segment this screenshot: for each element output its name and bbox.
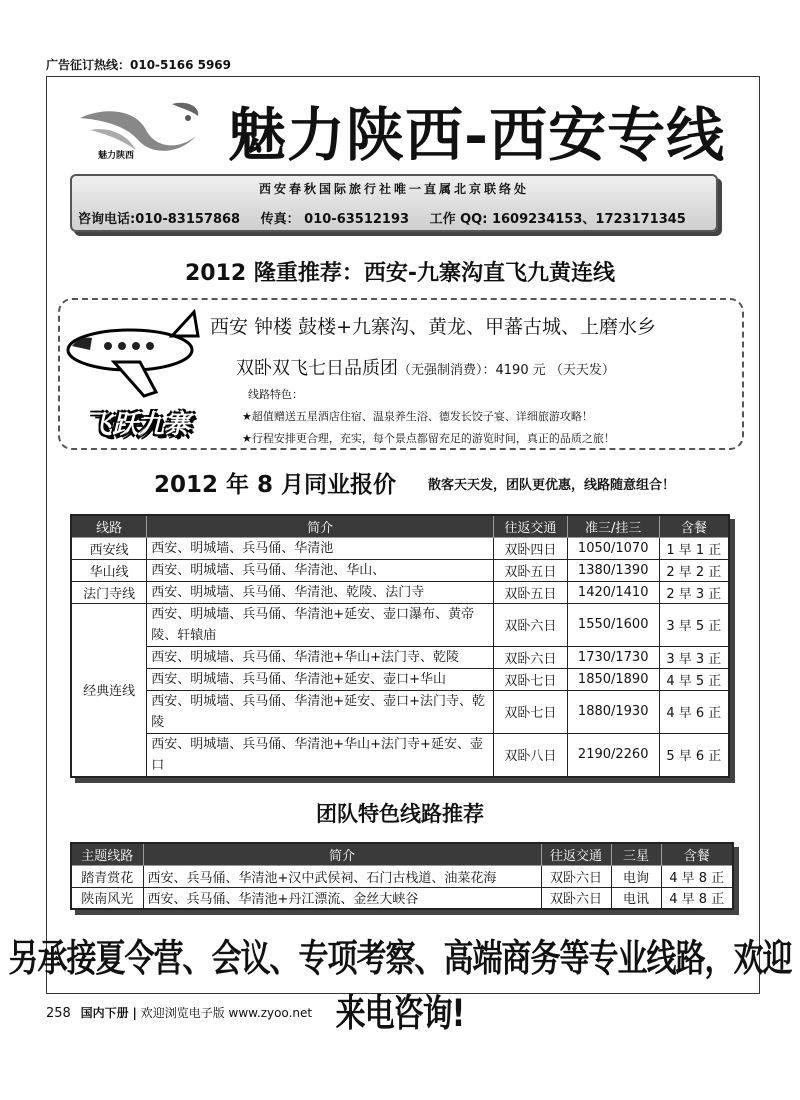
route-desc: 西安、明城墙、兵马俑、华清池+华山+法门寺+延安、壶口 (147, 733, 494, 777)
main-title: 魅力陕西-西安专线 (228, 101, 726, 169)
group-route-table (70, 842, 734, 910)
column-header: 线路 (71, 515, 147, 537)
route-price: 1880/1930 (567, 690, 659, 733)
route-meals: 1 早 1 正 (659, 537, 729, 559)
footer-divider: | (132, 1006, 137, 1020)
agency-name: 西安春秋国际旅行社唯一直属北京联络处 (258, 182, 529, 196)
route-price: 1050/1070 (567, 537, 659, 559)
column-header: 三星 (611, 843, 661, 865)
route-transport: 双卧五日 (493, 581, 567, 603)
route-desc: 西安、明城墙、兵马俑、华清池+延安、壶口+华山 (147, 668, 494, 690)
table-row (71, 581, 729, 603)
theme-desc: 西安、兵马俑、华清池+汉中武侯祠、石门古栈道、油菜花海 (143, 865, 541, 887)
route-destinations: 西安 钟楼 鼓楼+九寨沟、黄龙、甲蕃古城、上磨水乡 (210, 316, 657, 338)
route-desc: 西安、明城墙、兵马俑、华清池 (147, 537, 494, 559)
group-title: 团队特色线路推荐 (316, 802, 484, 826)
route-transport: 双卧五日 (493, 559, 567, 581)
table-row (71, 646, 729, 668)
route-desc: 西安、明城墙、兵马俑、华清池、乾陵、法门寺 (147, 581, 494, 603)
route-name: 西安线 (71, 537, 147, 559)
column-header: 含餐 (659, 515, 729, 537)
route-desc: 西安、明城墙、兵马俑、华清池+延安、壶口+法门寺、乾陵 (147, 690, 494, 733)
table-row (71, 733, 729, 777)
column-header: 简介 (143, 843, 541, 865)
theme-star: 电讯 (611, 887, 661, 909)
table-row (71, 690, 729, 733)
footer-link[interactable]: 欢迎浏览电子版 www.zyoo.net (140, 1006, 313, 1020)
feiyue-jiuzhai-art: 飞跃九寨 (86, 410, 191, 440)
slogan: 另承接夏令营、会议、专项考察、高端商务等专业线路，欢迎来电咨询! (8, 937, 792, 1036)
route-price: 2190/2260 (567, 733, 659, 777)
phone-number: 咨询电话:010-83157868 (78, 212, 241, 227)
table-row (71, 537, 729, 559)
route-price: 1730/1730 (567, 646, 659, 668)
table-row (71, 887, 733, 909)
table-row (71, 865, 733, 887)
column-header: 往返交通 (493, 515, 567, 537)
route-meals: 4 早 5 正 (659, 668, 729, 690)
table-row (71, 603, 729, 646)
table-header-row (71, 515, 729, 537)
theme-name: 踏青赏花 (71, 865, 143, 887)
contact-line (78, 208, 718, 227)
footer-section: 国内下册 (80, 1006, 129, 1020)
theme-transport: 双卧六日 (541, 887, 611, 909)
route-price: 1420/1410 (567, 581, 659, 603)
theme-star: 电询 (611, 865, 661, 887)
route-meals: 3 早 3 正 (659, 646, 729, 668)
price-table (70, 514, 730, 778)
route-meals: 4 早 6 正 (659, 690, 729, 733)
column-header: 往返交通 (541, 843, 611, 865)
ad-hotline: 广告征订热线：010-5166 5969 (46, 58, 232, 72)
fax-number: 传真： 010-63512193 (260, 212, 410, 227)
route-desc: 西安、明城墙、兵马俑、华清池、华山、 (147, 559, 494, 581)
qq-number: 工作 QQ: 1609234153、1723171345 (429, 212, 686, 227)
page-footer (46, 1004, 312, 1021)
route-meals: 5 早 6 正 (659, 733, 729, 777)
info-bar (70, 174, 718, 232)
swirl-logo-icon (76, 96, 212, 168)
logo-text: 魅力陕西 (98, 151, 135, 161)
route-package-name: 双卧双飞七日品质团 (236, 358, 398, 379)
table-row (71, 559, 729, 581)
route-price: 1380/1390 (567, 559, 659, 581)
route-price: 1850/1890 (567, 668, 659, 690)
route-transport: 双卧八日 (493, 733, 567, 777)
route-name: 华山线 (71, 559, 147, 581)
theme-name: 陕南风光 (71, 887, 143, 909)
route-package-price: （无强制消费）：4190 元 （天天发） (398, 363, 615, 378)
page-number: 258 (46, 1006, 71, 1021)
theme-meals: 4 早 8 正 (661, 865, 733, 887)
theme-transport: 双卧六日 (541, 865, 611, 887)
route-meals: 3 早 5 正 (659, 603, 729, 646)
route-transport: 双卧七日 (493, 668, 567, 690)
route-transport: 双卧四日 (493, 537, 567, 559)
theme-desc: 西安、兵马俑、华清池+丹江漂流、金丝大峡谷 (143, 887, 541, 909)
feature-item: ★超值赠送五星酒店住宿、温泉养生浴、德发长饺子宴、详细旅游攻略！ (242, 410, 593, 423)
route-transport: 双卧七日 (493, 690, 567, 733)
route-price: 1550/1600 (567, 603, 659, 646)
table-row (71, 668, 729, 690)
theme-meals: 4 早 8 正 (661, 887, 733, 909)
airplane-icon (60, 306, 200, 402)
features-label: 线路特色： (248, 388, 303, 401)
column-header: 含餐 (661, 843, 733, 865)
route-meals: 2 早 2 正 (659, 559, 729, 581)
price-note: 散客天天发，团队更优惠，线路随意组合！ (428, 478, 676, 493)
feature-item: ★行程安排更合理，充实，每个景点都留充足的游览时间，真正的品质之旅！ (242, 432, 615, 445)
recommend-title: 2012 隆重推荐：西安-九寨沟直飞九黄连线 (184, 261, 616, 286)
column-header: 简介 (147, 515, 494, 537)
column-header: 准三/挂三 (567, 515, 659, 537)
route-package (236, 354, 615, 380)
route-transport: 双卧六日 (493, 603, 567, 646)
route-meals: 2 早 3 正 (659, 581, 729, 603)
column-header: 主题线路 (71, 843, 143, 865)
table-header-row (71, 843, 733, 865)
route-desc: 西安、明城墙、兵马俑、华清池+延安、壶口瀑布、黄帝陵、轩辕庙 (147, 603, 494, 646)
price-title: 2012 年 8 月同业报价 (154, 472, 397, 498)
route-transport: 双卧六日 (493, 646, 567, 668)
route-desc: 西安、明城墙、兵马俑、华清池+华山+法门寺、乾陵 (147, 646, 494, 668)
route-name: 法门寺线 (71, 581, 147, 603)
route-name: 经典连线 (71, 603, 147, 777)
